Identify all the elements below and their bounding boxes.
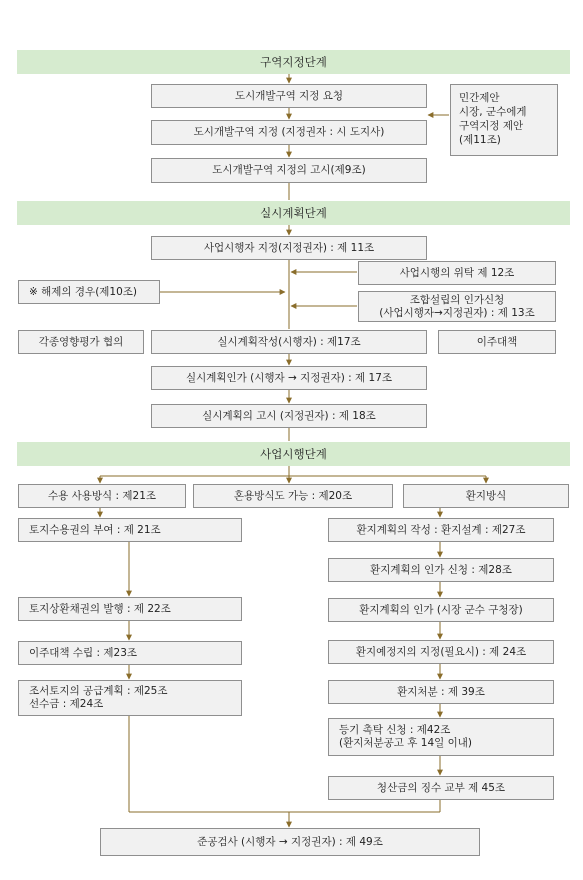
replotting-step-box: 환지계획의 작성 : 환지설계 : 제27조 [328, 518, 554, 542]
expropriation-step-box: 토지상환채권의 발행 : 제 22조 [18, 597, 242, 621]
private-proposal-line: 구역지정 제안 [459, 120, 524, 132]
zone-request-box: 도시개발구역 지정 요청 [151, 84, 427, 108]
association-line: 조합설립의 인가신청 [409, 293, 505, 306]
expropriation-step-box: 토지수용권의 부여 : 제 21조 [18, 518, 242, 542]
association-line: (사업시행자→지정권자) : 제 13조 [379, 306, 535, 319]
replotting-method-box: 환지방식 [403, 484, 569, 508]
replotting-step-box: 환지계획의 인가 신청 : 제28조 [328, 558, 554, 582]
zone-designation-box: 도시개발구역 지정 (지정권자 : 시 도지사) [151, 120, 427, 145]
private-proposal-line: 시장, 군수에게 [459, 106, 527, 118]
entrustment-box: 사업시행의 위탁 제 12조 [358, 261, 556, 285]
plan-drafting-box: 실시계획작성(시행자) : 제17조 [151, 330, 427, 354]
expropriation-step-box: 이주대책 수립 : 제23조 [18, 641, 242, 665]
expropriation-step-line: 선수금 : 제24조 [29, 698, 104, 710]
expropriation-step-box [18, 680, 242, 716]
private-proposal-line: (제11조) [459, 134, 501, 146]
cancellation-box: ※ 해제의 경우(제10조) [18, 280, 160, 304]
zone-notice-box: 도시개발구역 지정의 고시(제9조) [151, 158, 427, 183]
stage-zone-designation: 구역지정단계 [17, 50, 570, 74]
plan-approval-box: 실시계획인가 (시행자 → 지정권자) : 제 17조 [151, 366, 427, 390]
replotting-step-box: 환지계획의 인가 (시장 군수 구청장) [328, 598, 554, 622]
operator-designation-box: 사업시행자 지정(지정권자) : 제 11조 [151, 236, 427, 260]
replotting-step-box: 환지예정지의 지정(필요시) : 제 24조 [328, 640, 554, 664]
replotting-step-box: 청산금의 징수 교부 제 45조 [328, 776, 554, 800]
expropriation-step-line: 조서토지의 공급계획 : 제25조 [29, 685, 168, 697]
plan-notice-box: 실시계획의 고시 (지정권자) : 제 18조 [151, 404, 427, 428]
association-box [358, 291, 556, 322]
private-proposal-box [450, 84, 558, 156]
stage-implementation-plan: 실시계획단계 [17, 201, 570, 225]
replotting-step-box [328, 718, 554, 756]
replotting-step-box: 환지처분 : 제 39조 [328, 680, 554, 704]
completion-inspection-box: 준공검사 (시행자 → 지정권자) : 제 49조 [100, 828, 480, 856]
impact-assessment-box: 각종영향평가 협의 [18, 330, 144, 354]
private-proposal-line: 민간제안 [459, 92, 500, 104]
expropriation-method-box: 수용 사용방식 : 제21조 [18, 484, 186, 508]
mixed-method-box: 혼용방식도 가능 : 제20조 [193, 484, 393, 508]
replotting-step-line: (환지처분공고 후 14일 이내) [339, 737, 472, 749]
stage-project-execution: 사업시행단계 [17, 442, 570, 466]
relocation-measures-box: 이주대책 [438, 330, 556, 354]
replotting-step-line: 등기 촉탁 신청 : 제42조 [339, 724, 451, 736]
